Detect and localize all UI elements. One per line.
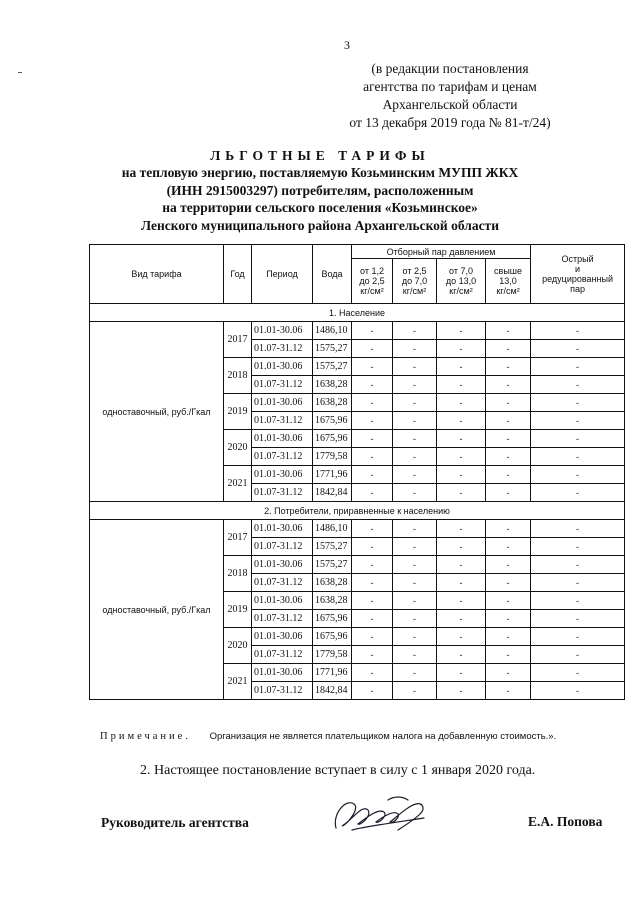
empty-tariff-cell: - bbox=[531, 466, 625, 484]
year-cell: 2017 bbox=[224, 520, 252, 556]
empty-tariff-cell: - bbox=[437, 574, 486, 592]
steam-col-line: от 7,0 bbox=[449, 266, 473, 276]
water-tariff-cell: 1675,96 bbox=[313, 610, 352, 628]
steam-col-line: до 13,0 bbox=[445, 276, 477, 286]
empty-tariff-cell: - bbox=[437, 430, 486, 448]
water-tariff-cell: 1779,58 bbox=[313, 646, 352, 664]
empty-tariff-cell: - bbox=[393, 412, 437, 430]
empty-tariff-cell: - bbox=[531, 430, 625, 448]
water-tariff-cell: 1638,28 bbox=[313, 592, 352, 610]
water-tariff-cell: 1771,96 bbox=[313, 664, 352, 682]
empty-tariff-cell: - bbox=[486, 394, 531, 412]
empty-tariff-cell: - bbox=[486, 610, 531, 628]
header-kind: Вид тарифа bbox=[90, 245, 224, 304]
steam-col-line: до 2,5 bbox=[359, 276, 385, 286]
empty-tariff-cell: - bbox=[352, 538, 393, 556]
period-cell: 01.01-30.06 bbox=[252, 430, 313, 448]
empty-tariff-cell: - bbox=[531, 682, 625, 700]
period-cell: 01.07-31.12 bbox=[252, 376, 313, 394]
empty-tariff-cell: - bbox=[437, 556, 486, 574]
empty-tariff-cell: - bbox=[531, 322, 625, 340]
water-tariff-cell: 1842,84 bbox=[313, 682, 352, 700]
empty-tariff-cell: - bbox=[531, 484, 625, 502]
table-row bbox=[90, 322, 625, 340]
steam-col-line: от 2,5 bbox=[402, 266, 427, 276]
empty-tariff-cell: - bbox=[531, 574, 625, 592]
period-cell: 01.07-31.12 bbox=[252, 340, 313, 358]
header-steam-col bbox=[486, 259, 531, 304]
empty-tariff-cell: - bbox=[437, 664, 486, 682]
redaction-line: (в редакции постановления bbox=[371, 61, 529, 76]
empty-tariff-cell: - bbox=[352, 466, 393, 484]
empty-tariff-cell: - bbox=[437, 646, 486, 664]
redaction-note bbox=[330, 60, 570, 132]
empty-tariff-cell: - bbox=[486, 466, 531, 484]
empty-tariff-cell: - bbox=[486, 520, 531, 538]
handwritten-signature bbox=[328, 790, 438, 840]
water-tariff-cell: 1771,96 bbox=[313, 466, 352, 484]
redaction-line: агентства по тарифам и ценам bbox=[363, 79, 537, 94]
note-label: Примечание. bbox=[100, 731, 191, 742]
empty-tariff-cell: - bbox=[437, 682, 486, 700]
tariff-kind: одноставочный, руб./Гкал bbox=[90, 520, 224, 700]
period-cell: 01.07-31.12 bbox=[252, 682, 313, 700]
header-sharp-line: редуцированный bbox=[542, 274, 613, 284]
empty-tariff-cell: - bbox=[393, 646, 437, 664]
empty-tariff-cell: - bbox=[531, 610, 625, 628]
period-cell: 01.07-31.12 bbox=[252, 610, 313, 628]
empty-tariff-cell: - bbox=[531, 412, 625, 430]
empty-tariff-cell: - bbox=[437, 322, 486, 340]
period-cell: 01.07-31.12 bbox=[252, 646, 313, 664]
empty-tariff-cell: - bbox=[486, 412, 531, 430]
empty-tariff-cell: - bbox=[437, 538, 486, 556]
empty-tariff-cell: - bbox=[352, 556, 393, 574]
header-steam-col bbox=[437, 259, 486, 304]
empty-tariff-cell: - bbox=[352, 520, 393, 538]
header-steam-col bbox=[393, 259, 437, 304]
year-cell: 2017 bbox=[224, 322, 252, 358]
steam-col-line: от 1,2 bbox=[360, 266, 384, 276]
empty-tariff-cell: - bbox=[486, 556, 531, 574]
header-sharp-line: пар bbox=[570, 284, 585, 294]
period-cell: 01.01-30.06 bbox=[252, 322, 313, 340]
year-cell: 2019 bbox=[224, 592, 252, 628]
empty-tariff-cell: - bbox=[486, 628, 531, 646]
header-sharp-line: Острый bbox=[561, 254, 594, 264]
empty-tariff-cell: - bbox=[352, 646, 393, 664]
empty-tariff-cell: - bbox=[486, 484, 531, 502]
empty-tariff-cell: - bbox=[393, 430, 437, 448]
empty-tariff-cell: - bbox=[531, 358, 625, 376]
empty-tariff-cell: - bbox=[352, 682, 393, 700]
subtitle-line: на тепловую энергию, поставляемую Козьминским МУПП ЖКХ bbox=[121, 165, 519, 180]
empty-tariff-cell: - bbox=[352, 358, 393, 376]
empty-tariff-cell: - bbox=[393, 340, 437, 358]
period-cell: 01.01-30.06 bbox=[252, 556, 313, 574]
steam-col-line: кг/см² bbox=[449, 286, 473, 296]
period-cell: 01.01-30.06 bbox=[252, 592, 313, 610]
empty-tariff-cell: - bbox=[486, 646, 531, 664]
empty-tariff-cell: - bbox=[486, 664, 531, 682]
empty-tariff-cell: - bbox=[393, 682, 437, 700]
steam-col-line: кг/см² bbox=[496, 286, 520, 296]
period-cell: 01.01-30.06 bbox=[252, 358, 313, 376]
empty-tariff-cell: - bbox=[352, 664, 393, 682]
tariffs-table bbox=[89, 244, 625, 700]
empty-tariff-cell: - bbox=[531, 520, 625, 538]
empty-tariff-cell: - bbox=[486, 574, 531, 592]
empty-tariff-cell: - bbox=[437, 358, 486, 376]
empty-tariff-cell: - bbox=[352, 592, 393, 610]
empty-tariff-cell: - bbox=[352, 484, 393, 502]
header-sharp-line: и bbox=[575, 264, 581, 274]
empty-tariff-cell: - bbox=[531, 646, 625, 664]
document-subtitle bbox=[100, 164, 540, 234]
empty-tariff-cell: - bbox=[437, 592, 486, 610]
header-water: Вода bbox=[313, 245, 352, 304]
empty-tariff-cell: - bbox=[393, 556, 437, 574]
period-cell: 01.01-30.06 bbox=[252, 664, 313, 682]
empty-tariff-cell: - bbox=[486, 376, 531, 394]
signatory-position: Руководитель агентства bbox=[101, 815, 249, 830]
empty-tariff-cell: - bbox=[393, 592, 437, 610]
header-period: Период bbox=[252, 245, 313, 304]
period-cell: 01.01-30.06 bbox=[252, 628, 313, 646]
empty-tariff-cell: - bbox=[531, 664, 625, 682]
water-tariff-cell: 1675,96 bbox=[313, 430, 352, 448]
redaction-line: от 13 декабря 2019 года № 81-т/24) bbox=[349, 115, 551, 130]
empty-tariff-cell: - bbox=[352, 574, 393, 592]
year-cell: 2019 bbox=[224, 394, 252, 430]
water-tariff-cell: 1575,27 bbox=[313, 340, 352, 358]
empty-tariff-cell: - bbox=[393, 466, 437, 484]
water-tariff-cell: 1842,84 bbox=[313, 484, 352, 502]
redaction-line: Архангельской области bbox=[382, 97, 518, 112]
header-steam-group: Отборный пар давлением bbox=[352, 245, 531, 259]
water-tariff-cell: 1675,96 bbox=[313, 628, 352, 646]
empty-tariff-cell: - bbox=[352, 322, 393, 340]
note-text: Организация не является плательщиком налога на добавленную стоимость.». bbox=[209, 731, 557, 742]
water-tariff-cell: 1779,58 bbox=[313, 448, 352, 466]
water-tariff-cell: 1575,27 bbox=[313, 358, 352, 376]
period-cell: 01.01-30.06 bbox=[252, 394, 313, 412]
water-tariff-cell: 1638,28 bbox=[313, 574, 352, 592]
period-cell: 01.07-31.12 bbox=[252, 538, 313, 556]
water-tariff-cell: 1575,27 bbox=[313, 556, 352, 574]
document-title: ЛЬГОТНЫЕ ТАРИФЫ bbox=[210, 148, 430, 163]
empty-tariff-cell: - bbox=[393, 394, 437, 412]
water-tariff-cell: 1638,28 bbox=[313, 394, 352, 412]
empty-tariff-cell: - bbox=[352, 628, 393, 646]
empty-tariff-cell: - bbox=[486, 358, 531, 376]
period-cell: 01.01-30.06 bbox=[252, 520, 313, 538]
water-tariff-cell: 1675,96 bbox=[313, 412, 352, 430]
empty-tariff-cell: - bbox=[531, 394, 625, 412]
empty-tariff-cell: - bbox=[393, 376, 437, 394]
header-year: Год bbox=[224, 245, 252, 304]
empty-tariff-cell: - bbox=[352, 448, 393, 466]
empty-tariff-cell: - bbox=[352, 340, 393, 358]
section-row bbox=[90, 502, 625, 520]
empty-tariff-cell: - bbox=[486, 682, 531, 700]
empty-tariff-cell: - bbox=[531, 376, 625, 394]
empty-tariff-cell: - bbox=[393, 448, 437, 466]
empty-tariff-cell: - bbox=[531, 592, 625, 610]
empty-tariff-cell: - bbox=[393, 358, 437, 376]
margin-mark bbox=[18, 72, 22, 73]
empty-tariff-cell: - bbox=[486, 448, 531, 466]
empty-tariff-cell: - bbox=[437, 484, 486, 502]
empty-tariff-cell: - bbox=[437, 610, 486, 628]
empty-tariff-cell: - bbox=[531, 340, 625, 358]
empty-tariff-cell: - bbox=[437, 520, 486, 538]
steam-col-line: кг/см² bbox=[402, 286, 427, 296]
empty-tariff-cell: - bbox=[486, 592, 531, 610]
year-cell: 2018 bbox=[224, 358, 252, 394]
effective-date-paragraph: 2. Настоящее постановление вступает в силу с 1 января 2020 года. bbox=[140, 763, 536, 778]
empty-tariff-cell: - bbox=[393, 322, 437, 340]
header-sharp-steam bbox=[531, 245, 625, 304]
empty-tariff-cell: - bbox=[486, 538, 531, 556]
empty-tariff-cell: - bbox=[352, 610, 393, 628]
tariff-kind: одноставочный, руб./Гкал bbox=[90, 322, 224, 502]
subtitle-line: (ИНН 2915003297) потребителям, расположенным bbox=[166, 182, 474, 198]
section-title: 1. Население bbox=[90, 304, 625, 322]
year-cell: 2021 bbox=[224, 664, 252, 700]
year-cell: 2018 bbox=[224, 556, 252, 592]
period-cell: 01.01-30.06 bbox=[252, 466, 313, 484]
empty-tariff-cell: - bbox=[437, 412, 486, 430]
empty-tariff-cell: - bbox=[531, 556, 625, 574]
water-tariff-cell: 1638,28 bbox=[313, 376, 352, 394]
subtitle-line: Ленского муниципального района Архангельской области bbox=[141, 217, 499, 233]
empty-tariff-cell: - bbox=[531, 448, 625, 466]
signatory-name: Е.А. Попова bbox=[528, 814, 603, 829]
water-tariff-cell: 1486,10 bbox=[313, 520, 352, 538]
section-title: 2. Потребители, приравненные к населению bbox=[90, 502, 625, 520]
steam-col-line: до 7,0 bbox=[401, 276, 428, 286]
empty-tariff-cell: - bbox=[437, 376, 486, 394]
water-tariff-cell: 1486,10 bbox=[313, 322, 352, 340]
period-cell: 01.07-31.12 bbox=[252, 484, 313, 502]
empty-tariff-cell: - bbox=[437, 340, 486, 358]
steam-col-line: свыше bbox=[494, 266, 523, 276]
empty-tariff-cell: - bbox=[437, 466, 486, 484]
empty-tariff-cell: - bbox=[352, 430, 393, 448]
empty-tariff-cell: - bbox=[393, 520, 437, 538]
empty-tariff-cell: - bbox=[352, 376, 393, 394]
empty-tariff-cell: - bbox=[437, 628, 486, 646]
steam-col-line: кг/см² bbox=[360, 286, 384, 296]
empty-tariff-cell: - bbox=[486, 340, 531, 358]
empty-tariff-cell: - bbox=[352, 394, 393, 412]
empty-tariff-cell: - bbox=[352, 412, 393, 430]
year-cell: 2020 bbox=[224, 628, 252, 664]
empty-tariff-cell: - bbox=[531, 628, 625, 646]
note bbox=[100, 731, 556, 742]
page-number: 3 bbox=[344, 38, 350, 52]
empty-tariff-cell: - bbox=[437, 448, 486, 466]
empty-tariff-cell: - bbox=[486, 322, 531, 340]
empty-tariff-cell: - bbox=[393, 538, 437, 556]
steam-col-line: 13,0 bbox=[499, 276, 517, 286]
year-cell: 2020 bbox=[224, 430, 252, 466]
period-cell: 01.07-31.12 bbox=[252, 574, 313, 592]
empty-tariff-cell: - bbox=[393, 610, 437, 628]
empty-tariff-cell: - bbox=[393, 664, 437, 682]
empty-tariff-cell: - bbox=[437, 394, 486, 412]
empty-tariff-cell: - bbox=[531, 538, 625, 556]
year-cell: 2021 bbox=[224, 466, 252, 502]
empty-tariff-cell: - bbox=[486, 430, 531, 448]
empty-tariff-cell: - bbox=[393, 574, 437, 592]
empty-tariff-cell: - bbox=[393, 484, 437, 502]
period-cell: 01.07-31.12 bbox=[252, 448, 313, 466]
table-row bbox=[90, 520, 625, 538]
empty-tariff-cell: - bbox=[393, 628, 437, 646]
water-tariff-cell: 1575,27 bbox=[313, 538, 352, 556]
subtitle-line: на территории сельского поселения «Козьминское» bbox=[162, 200, 478, 215]
tariffs-body bbox=[90, 304, 625, 700]
header-steam-col bbox=[352, 259, 393, 304]
section-row bbox=[90, 304, 625, 322]
period-cell: 01.07-31.12 bbox=[252, 412, 313, 430]
